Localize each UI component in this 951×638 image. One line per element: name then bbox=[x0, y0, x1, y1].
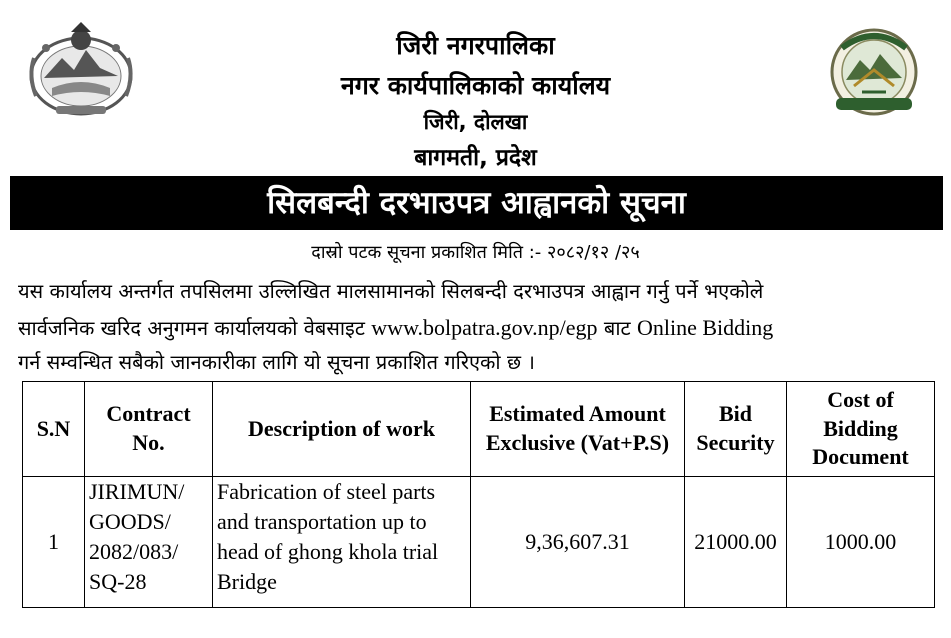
office-name: नगर कार्यपालिकाको कार्यालय bbox=[340, 71, 611, 100]
notice-paragraph-line-3: गर्न सम्वन्धित सबैको जानकारीका लागि यो सूचना प्रकाशित गरिएको छ । bbox=[18, 350, 535, 374]
notice-title-banner: सिलबन्दी दरभाउपत्र आह्वानको सूचना bbox=[10, 176, 943, 230]
notice-paragraph-line-2 bbox=[18, 314, 930, 341]
header-description: Description of work bbox=[213, 382, 471, 477]
bolpatra-link[interactable]: www.bolpatra.gov.np/egp bbox=[371, 315, 598, 340]
online-bidding-text: Online Bidding bbox=[636, 315, 774, 340]
header-bid-security: Bid Security bbox=[685, 382, 787, 477]
cell-bidding-doc-cost: 1000.00 bbox=[787, 477, 935, 608]
cell-estimated-amount: 9,36,607.31 bbox=[471, 477, 685, 608]
header-sn: S.N bbox=[23, 382, 85, 477]
cell-bid-security: 21000.00 bbox=[685, 477, 787, 608]
publish-date: दास्रो पटक सूचना प्रकाशित मिति :- २०८२/१२ /२५ bbox=[311, 242, 640, 263]
table-row bbox=[23, 477, 935, 608]
bid-details-table bbox=[22, 381, 935, 608]
cell-description: Fabrication of steel parts and transportation up to head of ghong khola trial Bridge bbox=[213, 477, 471, 608]
table-header-row bbox=[23, 382, 935, 477]
office-location: जिरी, दोलखा bbox=[423, 110, 528, 134]
municipality-name: जिरी नगरपालिका bbox=[396, 31, 555, 60]
cell-sn: 1 bbox=[23, 477, 85, 608]
header-bidding-doc-cost: Cost of Bidding Document bbox=[787, 382, 935, 477]
notice-paragraph-line-1: यस कार्यालय अन्तर्गत तपसिलमा उल्लिखित मालसामानको सिलबन्दी दरभाउपत्र आह्वान गर्नु पर्ने भएकोले bbox=[18, 279, 764, 303]
header-estimated-amount: Estimated Amount Exclusive (Vat+P.S) bbox=[471, 382, 685, 477]
header-contract-no: Contract No. bbox=[85, 382, 213, 477]
paragraph-text: बाट bbox=[603, 316, 631, 340]
paragraph-text: सार्वजनिक खरिद अनुगमन कार्यालयको वेबसाइट bbox=[18, 316, 365, 340]
cell-contract-no: JIRIMUN/ GOODS/ 2082/083/ SQ-28 bbox=[85, 477, 213, 608]
province-name: बागमती, प्रदेश bbox=[414, 145, 537, 171]
